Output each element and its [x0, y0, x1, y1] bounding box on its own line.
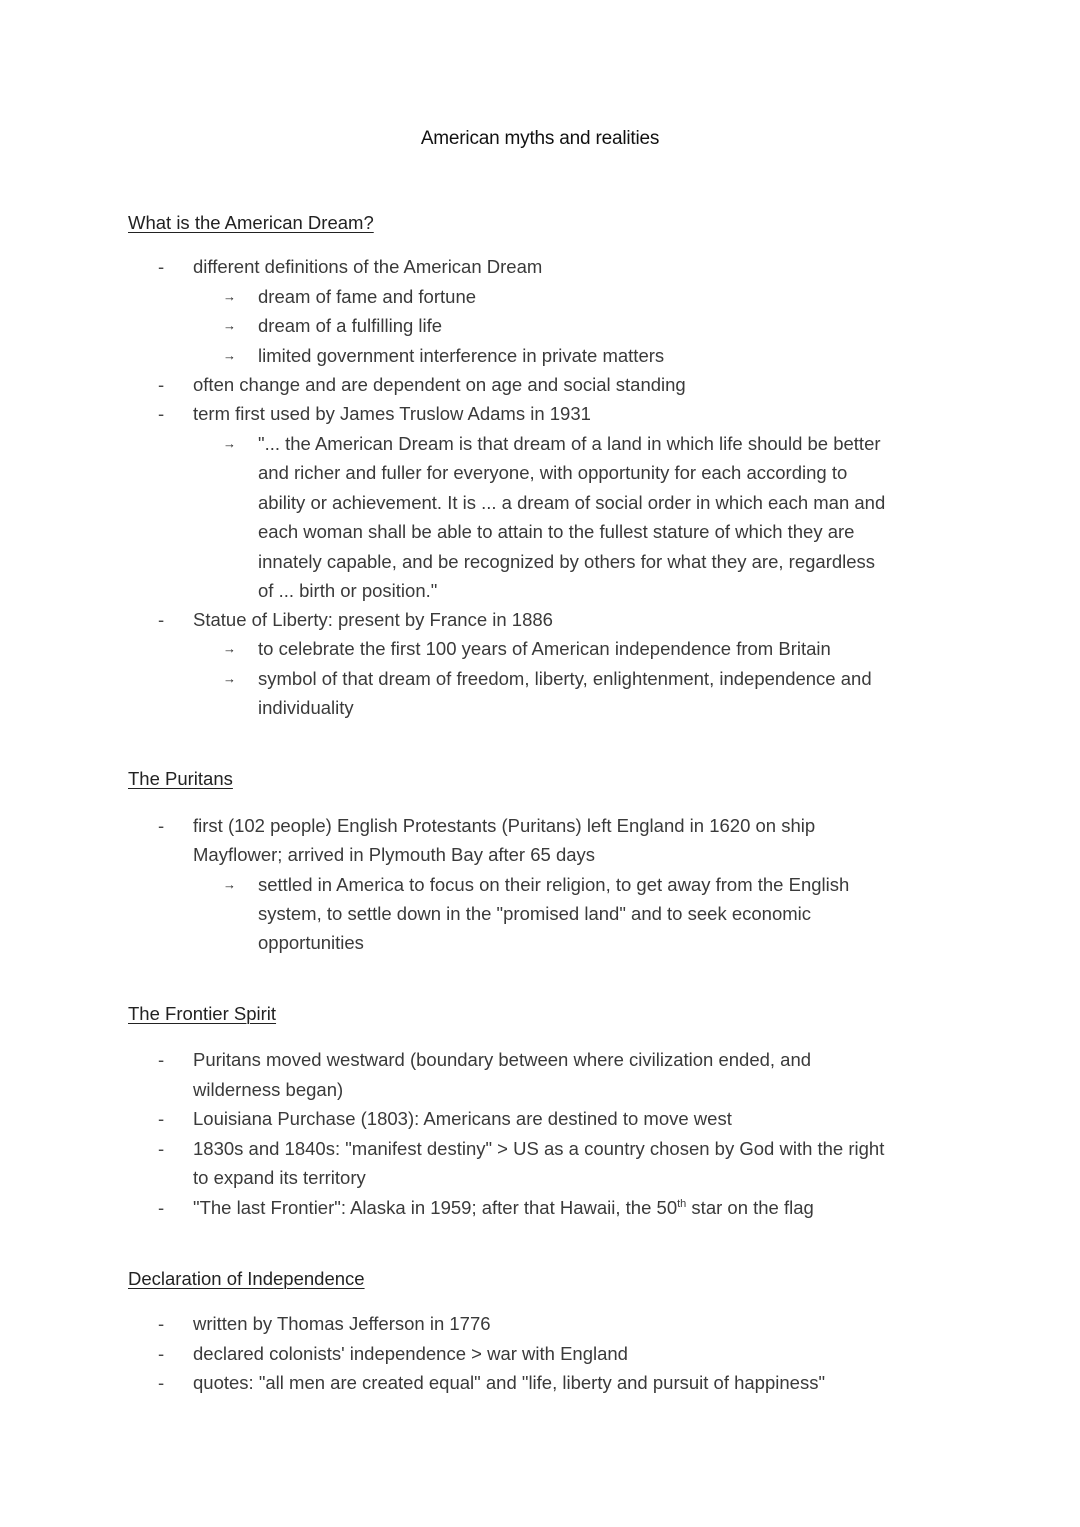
list-item-text: star on the flag	[686, 1197, 814, 1218]
bullet-dash: -	[158, 1197, 165, 1218]
bullet-dash: -	[158, 403, 165, 424]
section-heading-declaration: Declaration of Independence	[128, 1268, 365, 1289]
section-heading-puritans: The Puritans	[128, 768, 233, 789]
quote-line: and richer and fuller for everyone, with opportunity for each according to	[258, 462, 848, 483]
arrow-icon: →	[223, 318, 236, 333]
sub-list-item: system, to settle down in the "promised land" and to seek economic	[258, 903, 812, 924]
list-item: Puritans moved westward (boundary between where civilization ended, and	[193, 1049, 812, 1070]
bullet-dash: -	[158, 815, 165, 836]
list-item: Statue of Liberty: present by France in 1886	[193, 609, 553, 630]
quote-line: of ... birth or position."	[258, 580, 438, 601]
bullet-dash: -	[158, 1313, 165, 1334]
ordinal-suffix: th	[677, 1197, 687, 1210]
bullet-dash: -	[158, 1343, 165, 1364]
sub-list-item: to celebrate the first 100 years of American independence from Britain	[258, 638, 831, 659]
bullet-dash: -	[158, 374, 165, 395]
page-title: American myths and realities	[420, 128, 660, 149]
bullet-dash: -	[158, 1138, 165, 1159]
list-item: first (102 people) English Protestants (Puritans) left England in 1620 on ship	[193, 815, 816, 836]
quote-line: "... the American Dream is that dream of a land in which life should be better	[258, 433, 881, 454]
arrow-icon: →	[223, 348, 236, 363]
list-item: different definitions of the American Dream	[193, 256, 543, 277]
list-item: term first used by James Truslow Adams in 1931	[193, 403, 591, 424]
sub-list-item: dream of a fulfilling life	[258, 315, 443, 336]
list-item	[193, 1193, 814, 1223]
list-item-text: "The last Frontier": Alaska in 1959; after that Hawaii, the 50	[193, 1197, 678, 1218]
bullet-dash: -	[158, 1372, 165, 1393]
list-item: declared colonists' independence > war with England	[193, 1343, 628, 1364]
list-item: to expand its territory	[193, 1167, 366, 1188]
list-item: often change and are dependent on age and social standing	[193, 374, 686, 395]
list-item: quotes: "all men are created equal" and "life, liberty and pursuit of happiness"	[193, 1372, 826, 1393]
arrow-icon: →	[223, 641, 236, 656]
sub-list-item: symbol of that dream of freedom, liberty, enlightenment, independence and	[258, 668, 872, 689]
arrow-icon: →	[223, 877, 236, 892]
bullet-dash: -	[158, 1108, 165, 1129]
quote-line: each woman shall be able to attain to the fullest stature of which they are	[258, 521, 855, 542]
list-item: Louisiana Purchase (1803): Americans are destined to move west	[193, 1108, 732, 1129]
list-item: Mayflower; arrived in Plymouth Bay after 65 days	[193, 844, 596, 865]
sub-list-item: individuality	[258, 697, 354, 718]
quote-line: ability or achievement. It is ... a dream of social order in which each man and	[258, 492, 886, 513]
section-heading-frontier-spirit: The Frontier Spirit	[128, 1003, 277, 1024]
sub-list-item: settled in America to focus on their religion, to get away from the English	[258, 874, 850, 895]
sub-list-item: opportunities	[258, 932, 364, 953]
bullet-dash: -	[158, 609, 165, 630]
arrow-icon: →	[223, 289, 236, 304]
quote-line: innately capable, and be recognized by others for what they are, regardless	[258, 551, 876, 572]
bullet-dash: -	[158, 256, 165, 277]
sub-list-item: limited government interference in private matters	[258, 345, 665, 366]
list-item: wilderness began)	[193, 1079, 344, 1100]
list-item: 1830s and 1840s: "manifest destiny" > US as a country chosen by God with the right	[193, 1138, 885, 1159]
list-item: written by Thomas Jefferson in 1776	[193, 1313, 491, 1334]
sub-list-item: dream of fame and fortune	[258, 286, 477, 307]
bullet-dash: -	[158, 1049, 165, 1070]
section-heading-american-dream: What is the American Dream?	[128, 212, 374, 233]
arrow-icon: →	[223, 671, 236, 686]
arrow-icon: →	[223, 436, 236, 451]
